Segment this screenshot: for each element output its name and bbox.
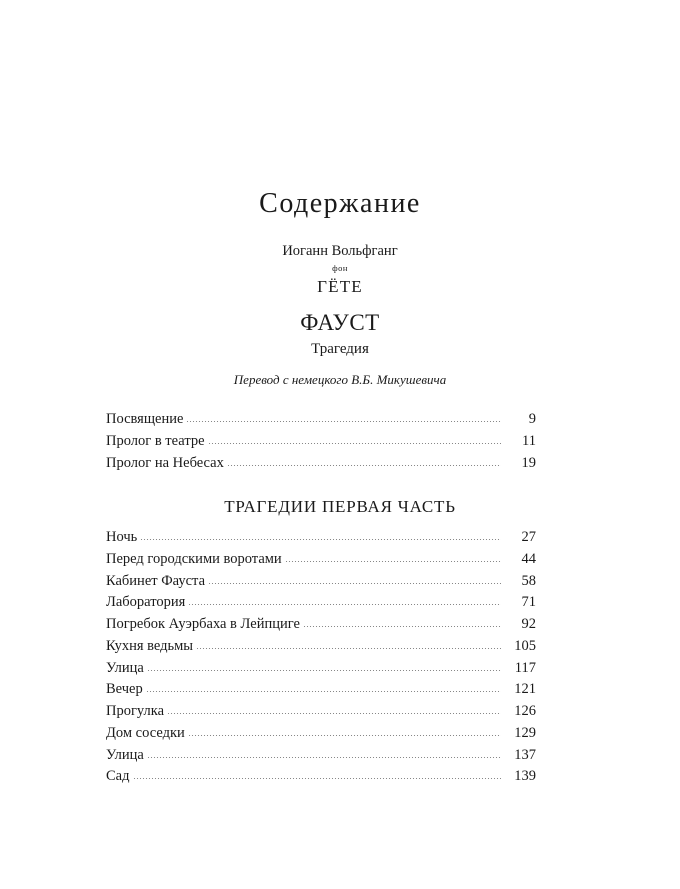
toc-entry[interactable] <box>106 571 536 593</box>
toc-entry-page: 71 <box>521 594 536 611</box>
toc-entry[interactable] <box>106 723 536 745</box>
dot-leader <box>147 757 501 758</box>
toc-entry-title: Лаборатория <box>106 594 186 611</box>
section-heading: ТРАГЕДИИ ПЕРВАЯ ЧАСТЬ <box>224 497 456 516</box>
toc-entry-title: Дом соседки <box>106 724 185 741</box>
toc-entry-title: Вечер <box>106 681 143 698</box>
toc-entry-title: Сад <box>106 768 130 785</box>
toc-entry-page: 129 <box>514 724 536 741</box>
dot-leader <box>133 778 502 779</box>
dot-leader <box>303 626 501 627</box>
toc-entry[interactable] <box>106 658 536 680</box>
toc-entry-page: 126 <box>514 703 536 719</box>
toc-entry-page: 11 <box>522 432 536 449</box>
toc-entry-page: 58 <box>521 572 536 589</box>
toc-entry-title: Прогулка <box>106 703 165 719</box>
toc-entry[interactable] <box>106 549 536 571</box>
toc-entry[interactable] <box>106 409 536 431</box>
dot-leader <box>196 648 501 649</box>
work-subtitle: Трагедия <box>311 341 369 357</box>
toc-entry-title: Ночь <box>106 529 138 545</box>
toc-entry-page: 137 <box>514 746 536 763</box>
toc-entry[interactable] <box>106 766 536 788</box>
toc-entry[interactable] <box>106 745 536 767</box>
toc-entry[interactable] <box>106 701 536 723</box>
dot-leader <box>188 735 501 736</box>
toc-part-one <box>106 527 536 788</box>
toc-entry-page: 139 <box>514 768 536 785</box>
dot-leader <box>146 691 501 692</box>
dot-leader <box>188 604 501 605</box>
toc-entry-title: Кабинет Фауста <box>106 572 206 589</box>
dot-leader <box>140 539 501 540</box>
toc-entry-page: 19 <box>521 454 536 471</box>
toc-entry-title: Пролог на Небесах <box>106 454 224 471</box>
toc-entry-title: Посвящение <box>106 411 184 427</box>
toc-entry-page: 117 <box>514 659 536 676</box>
toc-entry-page: 27 <box>521 529 536 545</box>
dot-leader <box>167 713 501 714</box>
toc-entry[interactable] <box>106 431 536 453</box>
toc-entry[interactable] <box>106 679 536 701</box>
toc-entry-page: 44 <box>521 550 536 567</box>
toc-front-matter <box>106 409 536 474</box>
toc-entry-title: Улица <box>106 659 144 676</box>
toc-entry-title: Пролог в театре <box>106 432 205 449</box>
toc-entry[interactable] <box>106 453 536 475</box>
author-name: Иоганн Вольфганг <box>282 243 398 259</box>
toc-entry-title: Перед городскими воротами <box>106 550 282 567</box>
toc-entry[interactable] <box>106 614 536 636</box>
dot-leader <box>227 465 501 466</box>
toc-entry-page: 9 <box>528 411 536 427</box>
author-surname: ГЁТЕ <box>317 277 363 296</box>
toc-entry-page: 121 <box>514 681 536 698</box>
toc-entry[interactable] <box>106 592 536 614</box>
dot-leader <box>147 670 501 671</box>
dot-leader <box>208 583 501 584</box>
dot-leader <box>285 561 501 562</box>
toc-entry-title: Кухня ведьмы <box>106 637 194 654</box>
toc-entry-page: 92 <box>521 616 536 632</box>
toc-entry[interactable] <box>106 527 536 549</box>
toc-entry-title: Улица <box>106 746 144 763</box>
toc-entry-page: 105 <box>514 637 536 654</box>
author-particle: фон <box>332 263 348 273</box>
translator-credit: Перевод с немецкого В.Б. Микушевича <box>233 372 447 387</box>
dot-leader <box>208 443 501 444</box>
work-title: ФАУСТ <box>300 310 380 335</box>
toc-entry[interactable] <box>106 636 536 658</box>
toc-entry-title: Погребок Ауэрбаха в Лейпциге <box>106 616 300 632</box>
dot-leader <box>186 421 501 422</box>
page-title: Содержание <box>259 188 421 219</box>
